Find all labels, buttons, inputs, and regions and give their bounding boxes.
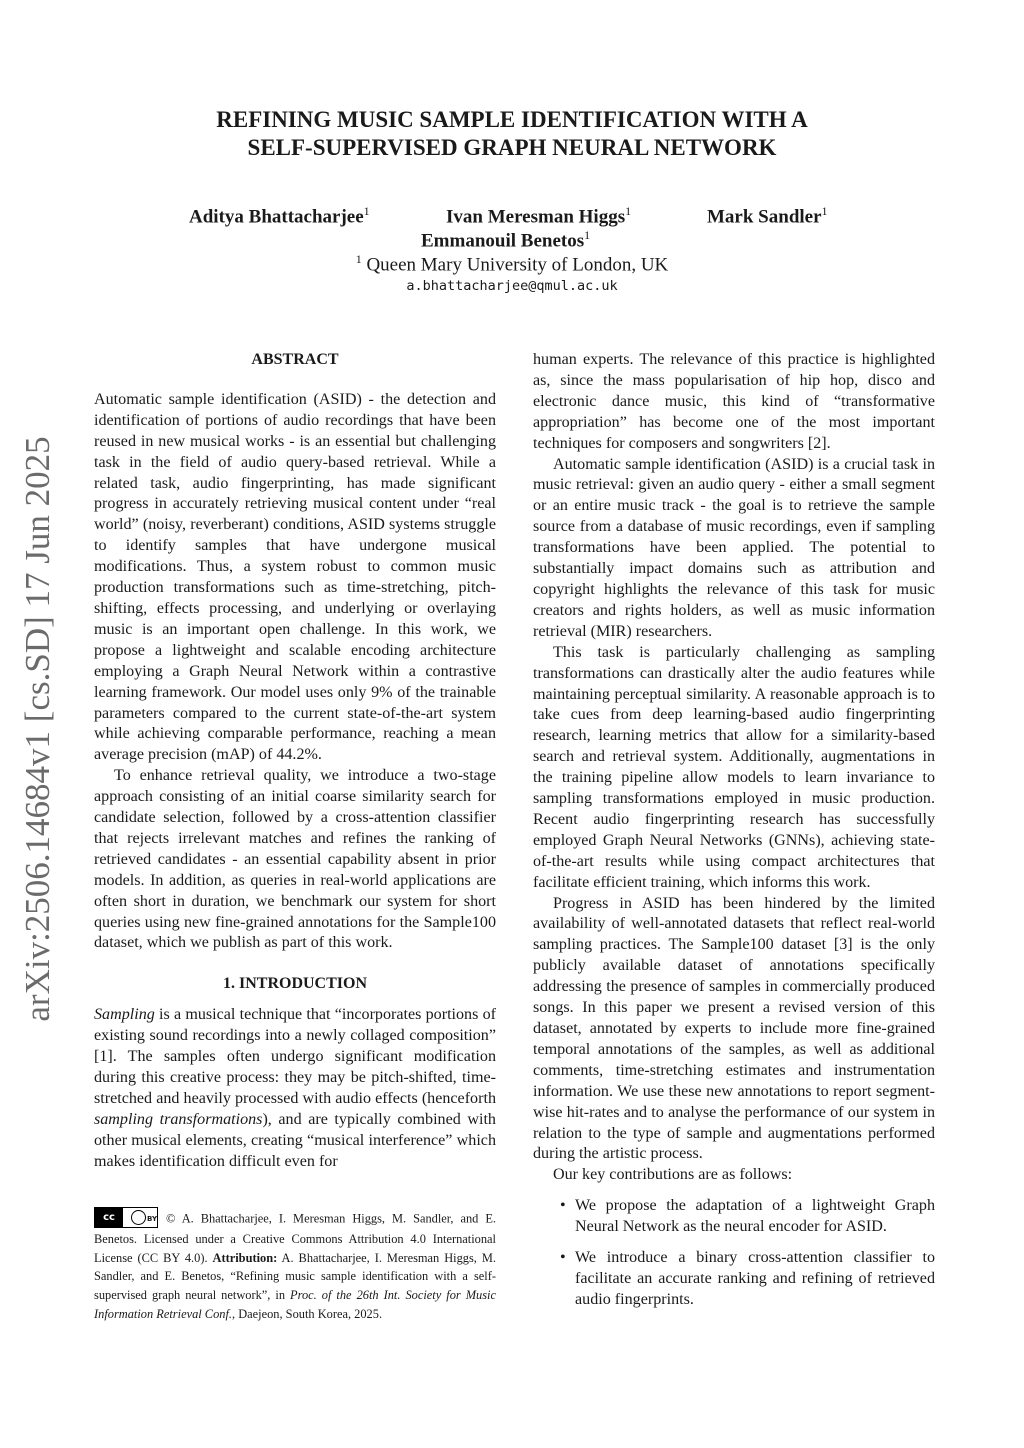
author-2: Ivan Meresman Higgs$^1$ bbox=[446, 204, 632, 228]
intro-paragraph-1: Sampling is a musical technique that “incorporates portions of existing sound recordings into a newly collaged composition” [1]. The samples often undergo significant modification during this creative process: they may be pitch-shifted, time-stretched and heavily processed with audio effects (henceforth sampling transformations), and are typically combined with other musical elements, creating “musical interference” which makes identification difficult even for bbox=[94, 1006, 496, 1170]
abstract-paragraph-1: Automatic sample identification (ASID) - the detection and identification of portions of audio recordings that have been reused in new musical works - is an essential but challenging task in the field of audio query-based retrieval. While a related task, audio fingerprinting, has made significant progress in accurately retrieving musical content under “real world” (noisy, reverberant) conditions, ASID systems struggle to identify samples that have undergone musical modifications. Thus, a system robust to common music production transformations such as time-stretching, pitch-shifting, effects processing, and underlying or overlaying music is an important open challenge. In this work, we propose a lightweight and scalable encoding architecture employing a Graph Neural Network within a contrastive learning framework. Our model uses only 9% of the trainable parameters compared to the current state-of-the-art system while achieving comparable performance, reaching a mean average precision (mAP) of 44.2%. bbox=[94, 390, 496, 764]
author-email: a.bhattacharjee@qmul.ac.uk bbox=[406, 278, 618, 294]
right-paragraph-4: Our key contributions are as follows: bbox=[553, 1166, 793, 1184]
contributions-list bbox=[533, 1196, 935, 1311]
left-column bbox=[94, 350, 496, 1173]
author-3: Mark Sandler$^1$ bbox=[707, 204, 828, 228]
license-footnote: cc BY © A. Bhattacharjee, I. Meresman Higgs, M. Sandler, and E. Benetos. Licensed under a Creative Commons Attribution 4.0 International License (CC BY 4.0). Attribution: A. Bhattacharjee, I. Meresman Higgs, M. Sandler, and E. Benetos, “Refining music sample identification with a self-supervised graph neural network”, in Proc. of the 26th Int. Society for Music Information Retrieval Conf., Daejeon, South Korea, 2025. bbox=[94, 1209, 496, 1324]
title-line-1: REFINING MUSIC SAMPLE IDENTIFICATION WITH A bbox=[216, 107, 808, 132]
list-item: • We introduce a binary cross-attention classifier to facilitate an accurate ranking and refining of retrieved audio fingerprints. bbox=[533, 1248, 935, 1311]
author-1: Aditya Bhattacharjee$^1$ bbox=[189, 204, 370, 228]
title-line-2: SELF-SUPERVISED GRAPH NEURAL NETWORK bbox=[247, 135, 777, 160]
intro-emphasis-transformations: sampling transformations bbox=[94, 1110, 263, 1128]
introduction-heading: 1. INTRODUCTION bbox=[222, 975, 367, 993]
cc-by-license-icon[interactable]: cc BY bbox=[94, 1207, 158, 1228]
abstract-heading: ABSTRACT bbox=[251, 351, 339, 368]
right-column bbox=[533, 350, 935, 1321]
affiliation: $^1$ Queen Mary University of London, UK bbox=[355, 252, 669, 276]
intro-emphasis-sampling: Sampling bbox=[94, 1006, 155, 1024]
right-paragraph-0: human experts. The relevance of this practice is highlighted as, since the mass popularisation of hip hop, disco and electronic dance music, this kind of “transformative appropriation” has become one of the most important techniques for composers and songwriters [2]. bbox=[533, 351, 935, 452]
venue-name: Proc. of the 26th Int. Society for Music Information Retrieval Conf. bbox=[94, 1288, 496, 1321]
right-paragraph-2: This task is particularly challenging as sampling transformations can drastically alter the audio features while maintaining perceptual similarity. A reasonable approach is to take cues from deep learning-based audio fingerprinting research, learning metrics that allow for a similarity-based search and retrieval system. Additionally, augmentations in the training pipeline allow models to learn invariance to sampling transformations employed in music production. Recent audio fingerprinting research has successfully employed Graph Neural Networks (GNNs), achieving state-of-the-art results while using compact architectures that facilitate efficient training, which informs this work. bbox=[533, 643, 935, 891]
arxiv-sidebar bbox=[8, 430, 68, 1028]
abstract-paragraph-2: To enhance retrieval quality, we introduce a two-stage approach consisting of an initial coarse similarity search for candidate selection, followed by a cross-attention classifier that rejects irrelevant matches and refines the ranking of retrieved candidates - an essential capability absent in prior models. In addition, as queries in real-world applications are often short in duration, we benchmark our system for short queries using new fine-grained annotations for the Sample100 dataset, which we publish as part of this work. bbox=[94, 767, 496, 952]
attribution-label: Attribution: bbox=[212, 1250, 278, 1265]
right-paragraph-1: Automatic sample identification (ASID) is a crucial task in music retrieval: given an audio query - either a small segment or an entire music track - the goal is to retrieve the sample source from a database of music recordings, even if sampling transformations have been applied. The potential to substantially impact domains such as attribution and copyright highlights the relevance of this task for music creators and rights holders, as well as music information retrieval (MIR) researchers. bbox=[533, 455, 935, 640]
paper-title bbox=[0, 106, 1024, 162]
list-item: • We propose the adaptation of a lightweight Graph Neural Network as the neural encoder for ASID. bbox=[533, 1196, 935, 1238]
right-paragraph-3: Progress in ASID has been hindered by the limited availability of well-annotated datasets that reflect real-world sampling practices. The Sample100 dataset [3] is the only publicly available dataset of annotations specifically addressing the presence of samples in commercially produced songs. In this paper we present a revised version of this dataset, annotated by experts to include more fine-grained temporal annotations of the samples, as well as additional comments, time-stretching estimates and instrumentation information. We use these new annotations to report segment-wise hit-rates and to analyse the performance of our system in relation to the type of sample and augmentations performed during the artistic process. bbox=[533, 894, 935, 1163]
arxiv-identifier: arXiv:2506.14684v1 [cs.SD] 17 Jun 2025 bbox=[18, 436, 57, 1022]
author-4: Emmanouil Benetos$^1$ bbox=[421, 228, 591, 252]
